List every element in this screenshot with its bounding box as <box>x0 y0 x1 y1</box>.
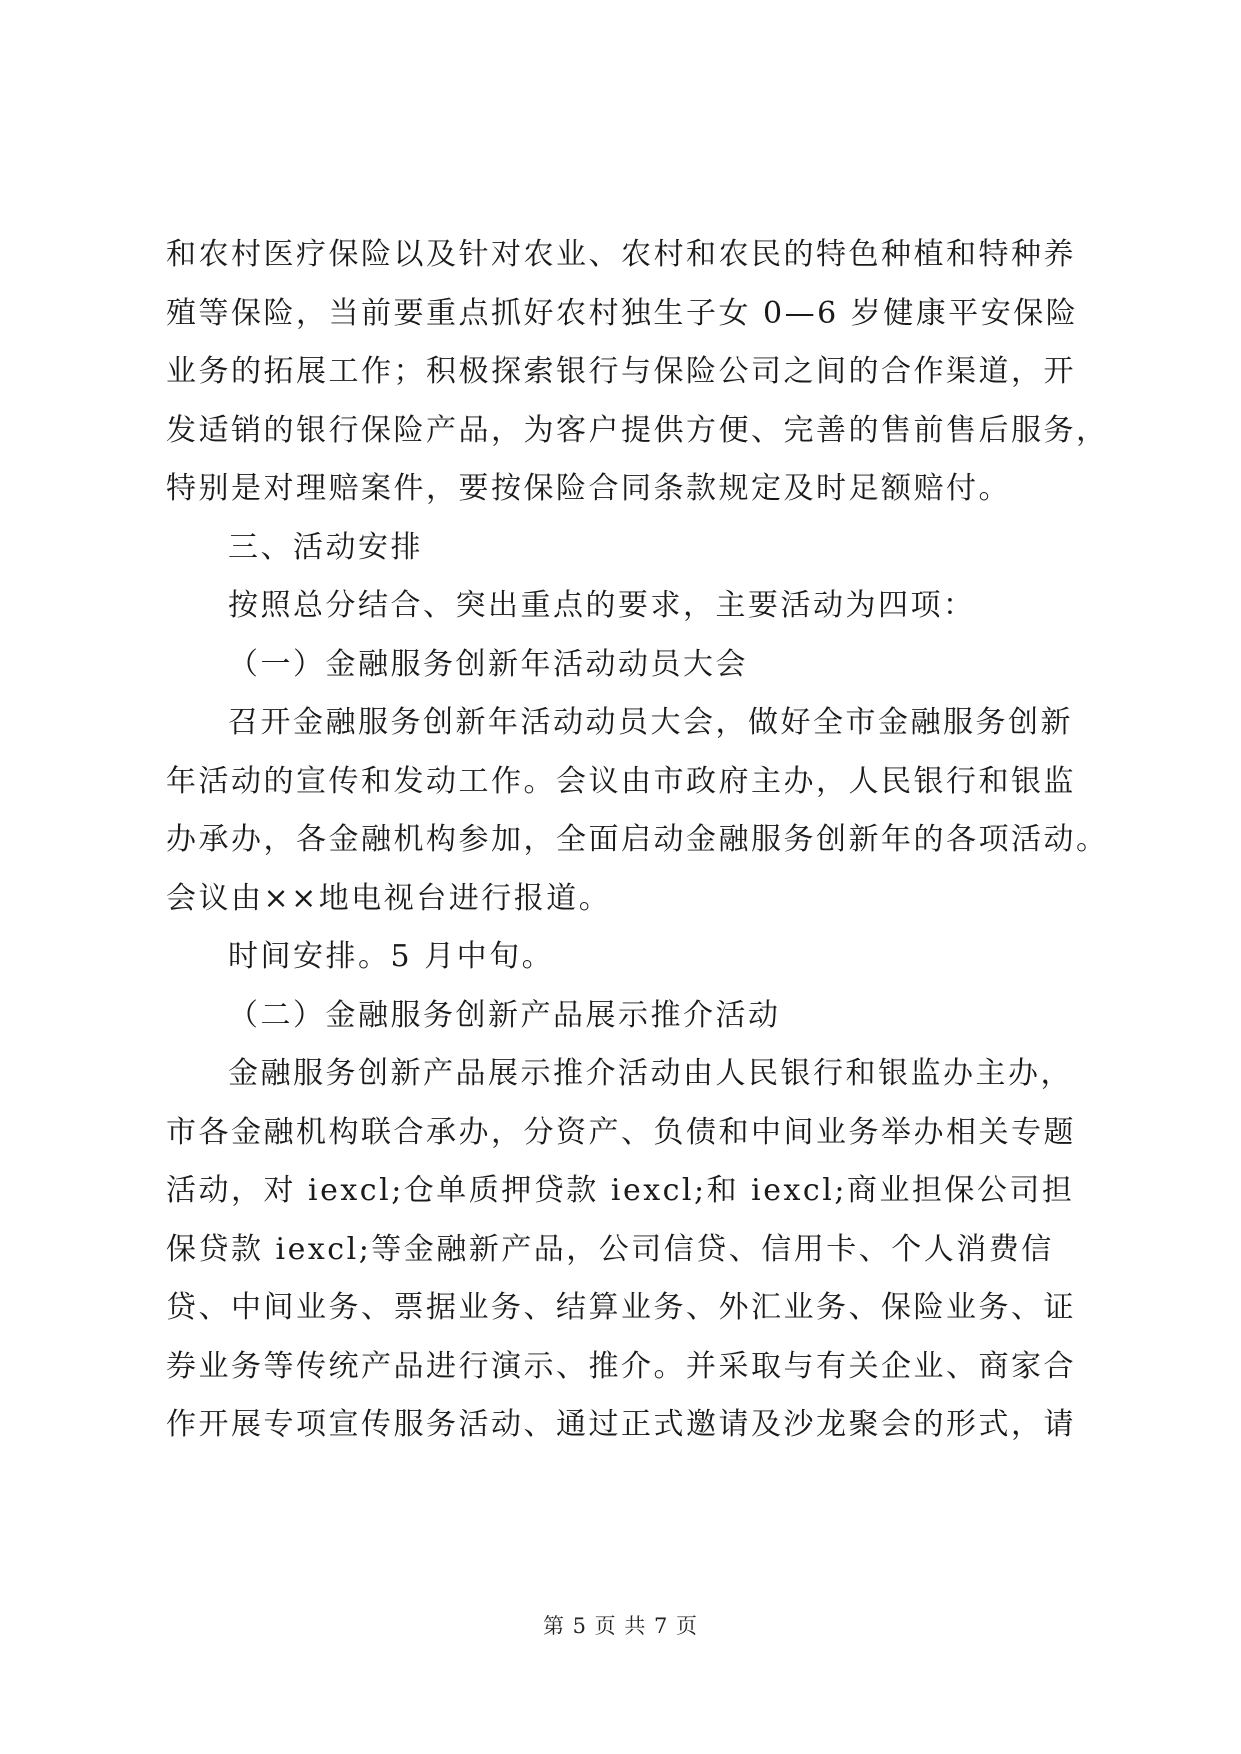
text-line: 特别是对理赔案件，要按保险合同条款规定及时足额赔付。 <box>166 471 1011 506</box>
text-line: 三、活动安排 <box>228 529 423 565</box>
text-line: 按照总分结合、突出重点的要求，主要活动为四项： <box>228 588 976 623</box>
text-line: 召开金融服务创新年活动动员大会，做好全市金融服务创新 <box>228 705 1073 740</box>
page-footer: 第 5 页 共 7 页 <box>542 1614 699 1638</box>
text-line: 时间安排。5 月中旬。 <box>228 939 555 974</box>
text-line: 和农村医疗保险以及针对农业、农村和农民的特色种植和特种养 <box>166 237 1076 272</box>
text-line: 发适销的银行保险产品，为客户提供方便、完善的售前售后服务， <box>166 412 1109 448</box>
text-line: （一）金融服务创新年活动动员大会 <box>228 646 748 682</box>
text-line: 殖等保险，当前要重点抓好农村独生子女 0—6 岁健康平安保险 <box>166 295 1079 331</box>
text-line: 活动，对 iexcl;仓单质押贷款 iexcl;和 iexcl;商业担保公司担 <box>166 1173 1075 1208</box>
text-line: （二）金融服务创新产品展示推介活动 <box>228 997 781 1033</box>
text-line: 金融服务创新产品展示推介活动由人民银行和银监办主办， <box>228 1056 1073 1091</box>
text-line: 会议由××地电视台进行报道。 <box>166 880 612 916</box>
text-line: 贷、中间业务、票据业务、结算业务、外汇业务、保险业务、证 <box>166 1290 1076 1325</box>
text-line: 业务的拓展工作；积极探索银行与保险公司之间的合作渠道，开 <box>166 354 1076 389</box>
text-line: 市各金融机构联合承办，分资产、负债和中间业务举办相关专题 <box>166 1114 1076 1150</box>
text-line: 券业务等传统产品进行演示、推介。并采取与有关企业、商家合 <box>166 1348 1076 1384</box>
text-line: 办承办，各金融机构参加，全面启动金融服务创新年的各项活动。 <box>166 822 1109 857</box>
text-line: 保贷款 iexcl;等金融新产品，公司信贷、信用卡、个人消费信 <box>166 1231 1054 1267</box>
text-line: 年活动的宣传和发动工作。会议由市政府主办，人民银行和银监 <box>166 763 1076 799</box>
body-text <box>166 226 1109 1455</box>
text-line: 作开展专项宣传服务活动、通过正式邀请及沙龙聚会的形式，请 <box>166 1407 1076 1442</box>
